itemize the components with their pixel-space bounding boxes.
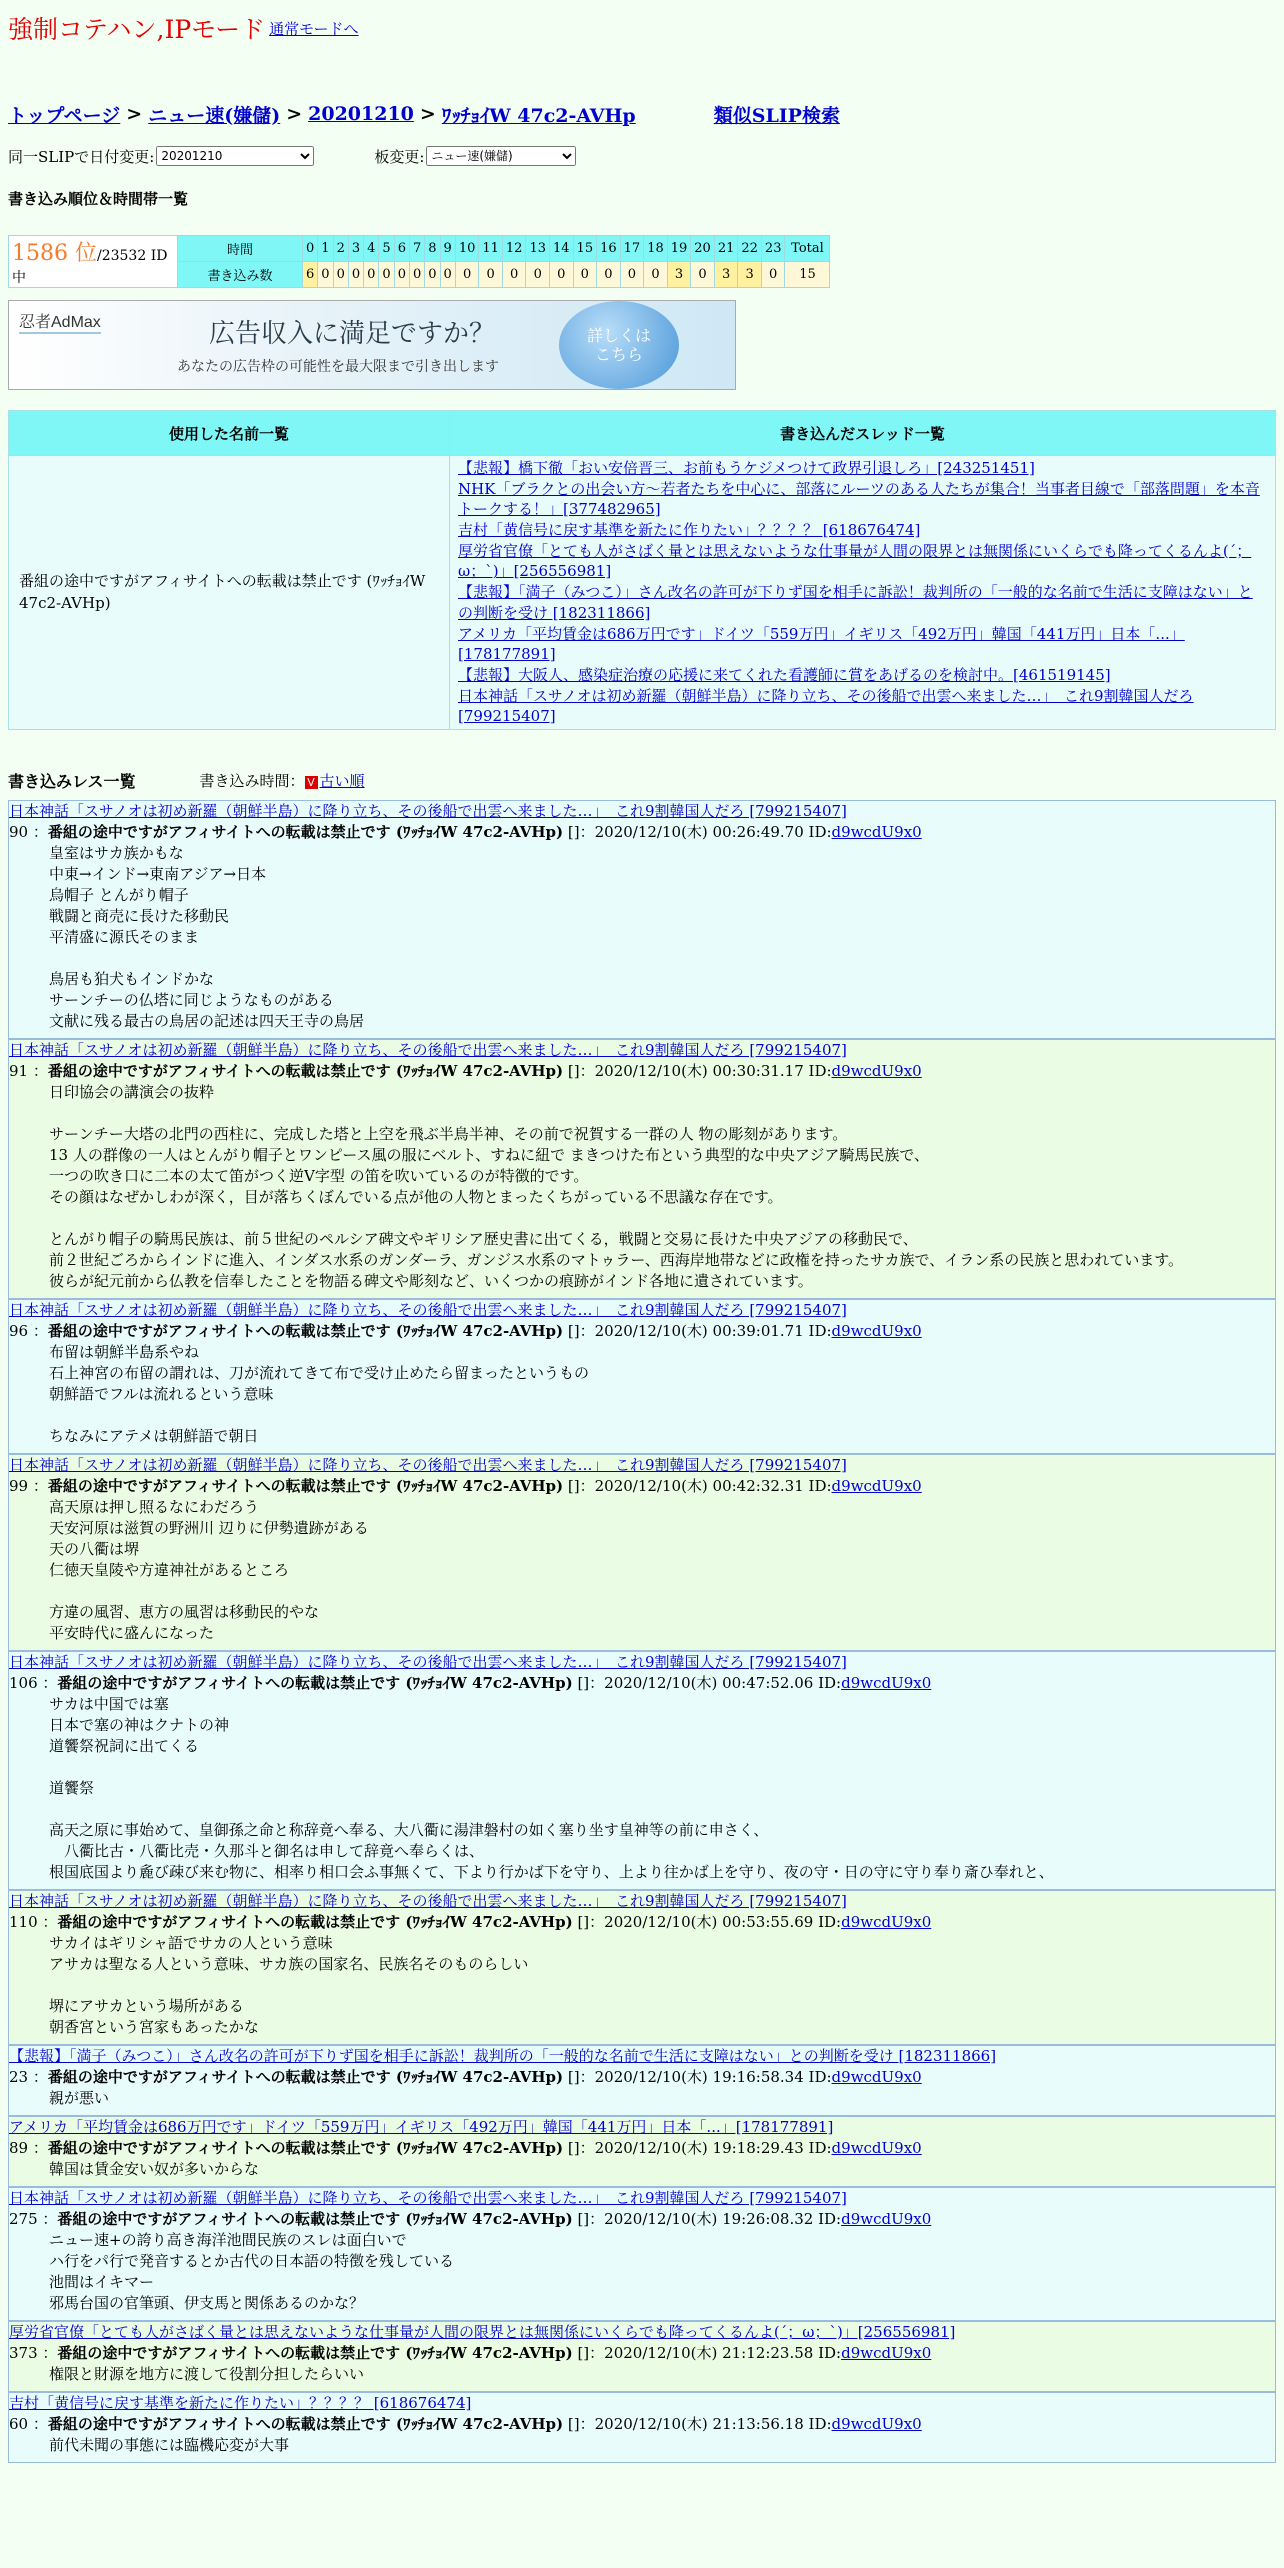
count-cell: 0: [502, 262, 526, 288]
order-label: 書き込み時間：: [199, 772, 305, 791]
count-cell: 3: [667, 262, 691, 288]
post-colon: ：: [37, 1912, 58, 1931]
post-body: 皇室はサカ族かもな 中東→インド→東南アジア→日本 烏帽子 とんがり帽子 戦闘と商売に長けた移動民 平清盛に源氏そのまま 鳥居も狛犬もインドかな サーンチーの仏塔に同じようなものがある 文献に残る最古の鳥居の記述は四天王寺の鳥居: [49, 843, 365, 1030]
hour-cell: 23: [761, 236, 785, 262]
post-thread-link[interactable]: 日本神話「スサノオは初め新羅（朝鮮半島）に降り立ち、その後船で出雲へ来ました…」 これ9割韓国人だろ [799215407]: [9, 1891, 847, 1910]
post-id-link[interactable]: d9wcdU9x0: [831, 2138, 922, 2157]
hour-cell: 16: [597, 236, 621, 262]
post-colon: ：: [28, 2067, 48, 2086]
hour-cell: 22: [738, 236, 762, 262]
rank-cell: [9, 236, 178, 288]
ad-details-button[interactable]: [559, 301, 679, 389]
hour-cell: 19: [667, 236, 691, 262]
rank-total: /23532 ID中: [12, 248, 168, 286]
post-body: 布留は朝鮮半島系やね 石上神宮の布留の謂れは、刀が流れてきて布で受け止めたら留まったというもの 朝鮮語でフルは流れるという意味 ちなみにアテメは朝鮮語で朝日: [49, 1342, 590, 1445]
post-author: 番組の途中ですがアフィサイトへの転載は禁止です (ﾜｯﾁｮｲW 47c2-AVHp): [57, 1912, 573, 1931]
post-author: 番組の途中ですがアフィサイトへの転載は禁止です (ﾜｯﾁｮｲW 47c2-AVHp): [47, 1061, 564, 1080]
post-thread-link[interactable]: 日本神話「スサノオは初め新羅（朝鮮半島）に降り立ち、その後船で出雲へ来ました…」 これ9割韓国人だろ [799215407]: [9, 1040, 847, 1059]
breadcrumb-date[interactable]: 20201210: [308, 103, 414, 125]
post: [8, 2116, 1276, 2187]
post: [8, 2045, 1276, 2116]
count-cell: 0: [761, 262, 785, 288]
count-cell: 0: [333, 262, 348, 288]
post-body: 前代未聞の事態には臨機応変が大事: [49, 2435, 290, 2454]
post: [8, 800, 1276, 1039]
hour-cell: 21: [714, 236, 738, 262]
board-change-label: 板変更:: [374, 147, 425, 166]
post: [8, 2187, 1276, 2321]
post-author: 番組の途中ですがアフィサイトへの転載は禁止です (ﾜｯﾁｮｲW 47c2-AVHp): [47, 822, 564, 841]
ad-subtext: あなたの広告枠の可能性を最大限まで引き出します: [177, 359, 499, 375]
post-meta: [9, 1061, 1275, 1082]
post: [8, 1890, 1276, 2045]
post-author: 番組の途中ですがアフィサイトへの転載は禁止です (ﾜｯﾁｮｲW 47c2-AVHp): [57, 2343, 573, 2362]
count-cell: 0: [379, 262, 394, 288]
post-author: 番組の途中ですがアフィサイトへの転載は禁止です (ﾜｯﾁｮｲW 47c2-AVHp): [47, 2067, 564, 2086]
post-body: 権限と財源を地方に渡して役割分担したらいい: [49, 2364, 365, 2383]
used-name: 番組の途中ですがアフィサイトへの転載は禁止です (ﾜｯﾁｮｲW 47c2-AVHp): [9, 456, 450, 730]
post-colon: ：: [37, 1673, 58, 1692]
post-date: []：2020/12/10(木) 21:12:23.58 ID:: [572, 2343, 842, 2362]
post-thread-link[interactable]: 日本神話「スサノオは初め新羅（朝鮮半島）に降り立ち、その後船で出雲へ来ました…」 これ9割韓国人だろ [799215407]: [9, 801, 847, 820]
hour-total-header: Total: [785, 236, 830, 262]
post: [8, 1039, 1276, 1299]
post-thread-link[interactable]: 日本神話「スサノオは初め新羅（朝鮮半島）に降り立ち、その後船で出雲へ来ました…」 これ9割韓国人だろ [799215407]: [9, 1300, 847, 1319]
hour-cell: 11: [479, 236, 503, 262]
hour-cell: 10: [455, 236, 479, 262]
post-body: ニュー速+の誇り高き海洋池間民族のスレは面白いで ハ行をパ行で発音するとか古代の日本語の特徴を残している 池間はイキマー 邪馬台国の官筆頭、伊支馬と関係あるのかな？: [49, 2230, 455, 2312]
post: [8, 1299, 1276, 1454]
post-date: []：2020/12/10(木) 00:39:01.71 ID:: [563, 1321, 832, 1340]
post: [8, 2321, 1276, 2392]
ad-button-label: 詳しくは こちら: [586, 325, 651, 364]
post-meta: [9, 2343, 1275, 2364]
post-number: 99: [9, 1476, 29, 1495]
count-total: 15: [785, 262, 830, 288]
count-cell: 0: [550, 262, 574, 288]
count-cell: 0: [479, 262, 503, 288]
count-cell: 0: [573, 262, 597, 288]
hour-cell: 17: [620, 236, 644, 262]
breadcrumb-board[interactable]: ニュー速(嫌儲): [148, 104, 281, 127]
post-number: 89: [9, 2138, 29, 2157]
hour-cell: 9: [440, 236, 455, 262]
names-header: 使用した名前一覧: [9, 411, 450, 456]
post-date: []：2020/12/10(木) 00:42:32.31 ID:: [563, 1476, 832, 1495]
count-cell: 0: [409, 262, 424, 288]
thread-link[interactable]: 日本神話「スサノオは初め新羅（朝鮮半島）に降り立ち、その後船で出雲へ来ました…」 これ9割韓国人だろ [799215407]: [458, 686, 1194, 726]
thread-list: [450, 456, 1276, 730]
post-author: 番組の途中ですがアフィサイトへの転載は禁止です (ﾜｯﾁｮｲW 47c2-AVHp): [47, 2414, 564, 2433]
thread-link[interactable]: 【悲報】大阪人、感染症治療の応援に来てくれた看護師に賞をあげるのを検討中。[461519145]: [458, 665, 1111, 684]
post-colon: ：: [37, 2343, 58, 2362]
post-author: 番組の途中ですがアフィサイトへの転載は禁止です (ﾜｯﾁｮｲW 47c2-AVHp): [57, 1673, 573, 1692]
post-date: []：2020/12/10(木) 00:53:55.69 ID:: [572, 1912, 842, 1931]
ad-headline: 広告収入に満足ですか？: [209, 319, 496, 349]
post-date: []：2020/12/10(木) 00:30:31.17 ID:: [563, 1061, 832, 1080]
post-author: 番組の途中ですがアフィサイトへの転載は禁止です (ﾜｯﾁｮｲW 47c2-AVHp): [47, 1321, 564, 1340]
post-date: []：2020/12/10(木) 19:26:08.32 ID:: [572, 2209, 842, 2228]
post-colon: ：: [28, 2414, 48, 2433]
select-row: [8, 142, 1276, 170]
hour-cell: 6: [394, 236, 409, 262]
post-body: 日印協会の講演会の抜粋 サーンチー大塔の北門の西柱に、完成した塔と上空を飛ぶ半鳥半神、その前で祝賀する一群の人 物の彫刻があります。 13 人の群像の一人はとんがり帽子とワンピース風の服にベルト、すねに紐で まきつけた布という典型的な中央アジア騎馬民族で、 一つの吹き口に二本の太て笛がつく逆V字型 の笛を吹いているのが特徴的です。 その顔はなぜかしわが深く，目が落ちくぼんでいる点が他の人物とまったくちがっている不思議な存在です。 とんがり帽子の騎馬民族は、前５世紀のペルシア碑文やギリシア歴史書に出てくる，戦闘と交易に長けた中央アジアの移動民で、 前２世紀ごろからインドに進入、インダス水系のガンダーラ、ガンジス水系のマトゥラー、西海岸地帯などに政権を持ったサカ族で、イラン系の民族と思われています。 彼らが紀元前から仏教を信奉したことを物語る碑文や彫刻など、いくつかの痕跡がインド各地に遺されています。: [49, 1082, 1184, 1290]
post-author: 番組の途中ですがアフィサイトへの転載は禁止です (ﾜｯﾁｮｲW 47c2-AVHp): [57, 2209, 573, 2228]
res-list-header: [8, 766, 1276, 796]
post-date: []：2020/12/10(木) 00:47:52.06 ID:: [572, 1673, 842, 1692]
post-number: 60: [9, 2414, 29, 2433]
hour-cell: 0: [303, 236, 318, 262]
count-cell: 6: [303, 262, 318, 288]
thread-link[interactable]: 【悲報】「満子（みつこ）」さん改名の許可が下りず国を相手に訴訟！裁判所の「一般的な名前で生活に支障はない」との判断を受け [182311866]: [458, 583, 1253, 622]
post-date: []：2020/12/10(木) 19:18:29.43 ID:: [563, 2138, 832, 2157]
board-select[interactable]: [426, 146, 576, 166]
post-thread-link[interactable]: 日本神話「スサノオは初め新羅（朝鮮半島）に降り立ち、その後船で出雲へ来ました…」 これ9割韓国人だろ [799215407]: [9, 1652, 847, 1671]
count-cell: 0: [526, 262, 550, 288]
sort-order-icon: V: [305, 776, 318, 789]
hour-cell: 20: [691, 236, 715, 262]
res-list-title: 書き込みレス一覧: [8, 772, 136, 792]
oldest-first-link[interactable]: 古い順: [319, 772, 365, 791]
hour-cell: 15: [573, 236, 597, 262]
post-body: 親が悪い: [49, 2088, 110, 2107]
post-id-link[interactable]: d9wcdU9x0: [841, 2209, 932, 2228]
post-colon: ：: [28, 822, 48, 841]
breadcrumb-separator: >: [286, 103, 303, 125]
count-label: 書き込み数: [178, 262, 303, 288]
time-label: 時間: [178, 236, 303, 262]
breadcrumb-slip[interactable]: ﾜｯﾁｮｲW 47c2-AVHp: [441, 104, 636, 127]
thread-link[interactable]: アメリカ「平均賃金は686万円です」ドイツ「559万円」イギリス「492万円」韓国「441万円」日本「...」[178177891]: [458, 624, 1185, 664]
count-cell: 0: [597, 262, 621, 288]
post-meta: [9, 1321, 1275, 1342]
post-body: サカイはギリシャ語でサカの人という意味 アサカは聖なる人という意味、サカ族の国家名、民族名そのものらしい 堺にアサカという場所がある 朝香宮という宮家もあったかな: [49, 1933, 529, 2036]
post-date: []：2020/12/10(木) 19:16:58.34 ID:: [563, 2067, 832, 2086]
post-id-link[interactable]: d9wcdU9x0: [841, 1673, 932, 1692]
header: [8, 8, 1276, 48]
ad-banner[interactable]: [8, 300, 736, 390]
thread-link[interactable]: 厚労省官僚「とても人がさばく量とは思えないような仕事量が人間の限界とは無関係にいくらでも降ってくるんよ(´；ω；`)」[256556981]: [458, 541, 1252, 581]
post-colon: ：: [28, 2138, 48, 2157]
post-id-link[interactable]: d9wcdU9x0: [831, 822, 922, 841]
post-thread-link[interactable]: 厚労省官僚「とても人がさばく量とは思えないような仕事量が人間の限界とは無関係にいくらでも降ってくるんよ(´；ω；`)」[256556981]: [9, 2322, 956, 2341]
count-cell: 3: [738, 262, 762, 288]
threads-header: 書き込んだスレッド一覧: [450, 411, 1276, 456]
post-meta: [9, 2414, 1275, 2435]
post-id-link[interactable]: d9wcdU9x0: [831, 1061, 922, 1080]
post-id-link[interactable]: d9wcdU9x0: [831, 1476, 922, 1495]
order-control: [200, 770, 365, 791]
post-number: 23: [9, 2067, 29, 2086]
thread-link[interactable]: 吉村「黄信号に戻す基準を新たに作りたい」？？？？ [618676474]: [458, 521, 921, 540]
page-title: 強制コテハン,IPモード: [8, 15, 266, 44]
hour-cell: 4: [364, 236, 379, 262]
hour-cell: 14: [550, 236, 574, 262]
hour-cell: 3: [348, 236, 363, 262]
post-id-link[interactable]: d9wcdU9x0: [831, 2414, 922, 2433]
count-cell: 0: [425, 262, 440, 288]
date-select[interactable]: [156, 146, 314, 166]
post-meta: [9, 1476, 1275, 1497]
count-cell: 0: [394, 262, 409, 288]
post-date: []：2020/12/10(木) 00:26:49.70 ID:: [563, 822, 832, 841]
post-number: 90: [9, 822, 29, 841]
post-meta: [9, 822, 1275, 843]
count-cell: 0: [364, 262, 379, 288]
date-change-label: 同一SLIPで日付変更:: [8, 147, 155, 166]
post-author: 番組の途中ですがアフィサイトへの転載は禁止です (ﾜｯﾁｮｲW 47c2-AVHp): [47, 1476, 564, 1495]
post: [8, 1651, 1276, 1890]
post-colon: ：: [28, 1321, 48, 1340]
rank-position: 1586 位: [12, 241, 97, 266]
count-cell: 0: [318, 262, 333, 288]
post-number: 96: [9, 1321, 29, 1340]
thread-link[interactable]: NHK「ブラクとの出会い方～若者たちを中心に、部落にルーツのある人たちが集合！当事者目線で「部落問題」を本音トークする！」[377482965]: [458, 479, 1260, 519]
count-cell: 0: [348, 262, 363, 288]
breadcrumb-separator: >: [419, 103, 436, 125]
count-cell: 0: [691, 262, 715, 288]
post-thread-link[interactable]: 吉村「黄信号に戻す基準を新たに作りたい」？？？？ [618676474]: [9, 2393, 472, 2412]
post-id-link[interactable]: d9wcdU9x0: [831, 2067, 922, 2086]
hour-cell: 8: [425, 236, 440, 262]
ad-brand-logo: 忍者AdMax: [19, 309, 101, 334]
post: [8, 1454, 1276, 1651]
rank-table: [8, 235, 830, 288]
hour-cell: 18: [644, 236, 668, 262]
post-number: 373: [9, 2343, 38, 2362]
post-date: []：2020/12/10(木) 21:13:56.18 ID:: [563, 2414, 832, 2433]
normal-mode-link[interactable]: 通常モードへ: [269, 19, 359, 38]
post-colon: ：: [37, 2209, 58, 2228]
post-number: 91: [9, 1061, 29, 1080]
hour-cell: 1: [318, 236, 333, 262]
breadcrumb: [8, 100, 1276, 128]
post-number: 275: [9, 2209, 38, 2228]
post-thread-link[interactable]: 日本神話「スサノオは初め新羅（朝鮮半島）に降り立ち、その後船で出雲へ来ました…」 これ9割韓国人だろ [799215407]: [9, 1455, 847, 1474]
post-colon: ：: [28, 1061, 48, 1080]
post: [8, 2392, 1276, 2463]
post-colon: ：: [28, 1476, 48, 1495]
hour-cell: 2: [333, 236, 348, 262]
post-number: 110: [9, 1912, 38, 1931]
count-cell: 3: [714, 262, 738, 288]
post-list: [8, 800, 1276, 2463]
names-threads-table: [8, 410, 1276, 730]
hour-cell: 13: [526, 236, 550, 262]
post-id-link[interactable]: d9wcdU9x0: [841, 2343, 932, 2362]
post-id-link[interactable]: d9wcdU9x0: [841, 1912, 932, 1931]
post-thread-link[interactable]: アメリカ「平均賃金は686万円です」ドイツ「559万円」イギリス「492万円」韓国「441万円」日本「...」[178177891]: [9, 2117, 834, 2136]
post-body: 高天原は押し照るなにわだろう 天安河原は滋賀の野洲川 辺りに伊勢遺跡がある 天の八衢は堺 仁徳天皇陵や方違神社があるところ 方違の風習、恵方の風習は移動民的やな 平安時代に盛んになった: [49, 1497, 369, 1642]
post-body: サカは中国では塞 日本で塞の神はクナトの神 道饗祭祝詞に出てくる 道饗祭 高天之原に事始めて、皇御孫之命と称辞竟へ奉る、大八衢に湯津磐村の如く塞り坐す皇神等の前に申さく、 八衢比古・八衢比売・久那斗と御名は申して辞竟へ奉らくは、 根国底国より麁び疎び来む物に、相率り相口会ふ事無くて、下より行かば下を守り、上より往かば上を守り、夜の守・日の守に守り奉り斎ひ奉れと、: [49, 1694, 1054, 1881]
breadcrumb-separator: >: [126, 103, 143, 125]
post-thread-link[interactable]: 【悲報】「満子（みつこ）」さん改名の許可が下りず国を相手に訴訟！裁判所の「一般的な名前で生活に支障はない」との判断を受け [182311866]: [9, 2046, 997, 2065]
hour-cell: 5: [379, 236, 394, 262]
hour-cell: 12: [502, 236, 526, 262]
hour-cell: 7: [409, 236, 424, 262]
count-cell: 0: [644, 262, 668, 288]
post-id-link[interactable]: d9wcdU9x0: [831, 1321, 922, 1340]
post-meta: [9, 2209, 1275, 2230]
post-thread-link[interactable]: 日本神話「スサノオは初め新羅（朝鮮半島）に降り立ち、その後船で出雲へ来ました…」 これ9割韓国人だろ [799215407]: [9, 2188, 847, 2207]
post-meta: [9, 1673, 1275, 1694]
similar-slip-search-link[interactable]: 類似SLIP検索: [713, 104, 840, 127]
rank-section-title: 書き込み順位＆時間帯一覧: [8, 190, 189, 208]
post-body: 韓国は賃金安い奴が多いからな: [49, 2159, 260, 2178]
count-cell: 0: [620, 262, 644, 288]
count-cell: 0: [455, 262, 479, 288]
thread-link[interactable]: 【悲報】橋下徹「おい安倍晋三、お前もうケジメつけて政界引退しろ」[243251451]: [458, 459, 1035, 477]
post-meta: [9, 2138, 1275, 2159]
count-cell: 0: [440, 262, 455, 288]
post-number: 106: [9, 1673, 38, 1692]
post-author: 番組の途中ですがアフィサイトへの転載は禁止です (ﾜｯﾁｮｲW 47c2-AVHp): [47, 2138, 564, 2157]
post-meta: [9, 1912, 1275, 1933]
breadcrumb-top[interactable]: トップページ: [8, 104, 121, 127]
post-meta: [9, 2067, 1275, 2088]
